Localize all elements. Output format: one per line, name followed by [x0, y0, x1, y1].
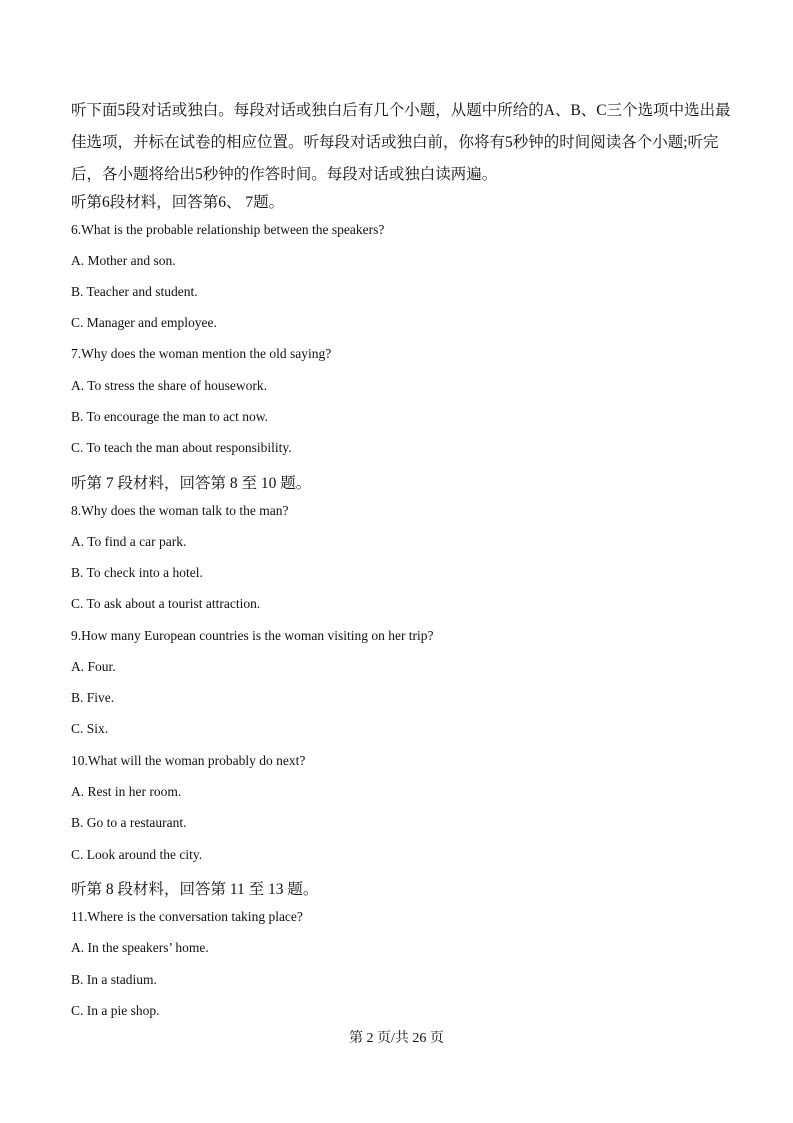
question-7-option-b: B. To encourage the man to act now.: [71, 409, 268, 424]
question-10: 10.What will the woman probably do next?: [71, 753, 306, 768]
question-11: 11.Where is the conversation taking place?: [71, 909, 303, 924]
question-6: 6.What is the probable relationship between the speakers?: [71, 222, 385, 237]
question-8-option-b: B. To check into a hotel.: [71, 565, 203, 580]
question-7-option-c: C. To teach the man about responsibility.: [71, 440, 292, 455]
question-10-option-b: B. Go to a restaurant.: [71, 815, 187, 830]
section-heading-7: 听第 7 段材料，回答第 8 至 10 题。: [71, 475, 312, 492]
question-8: 8.Why does the woman talk to the man?: [71, 503, 289, 518]
question-10-option-a: A. Rest in her room.: [71, 784, 182, 799]
question-9-option-c: C. Six.: [71, 721, 109, 736]
question-11-option-c: C. In a pie shop.: [71, 1003, 160, 1018]
question-8-option-c: C. To ask about a tourist attraction.: [71, 596, 261, 611]
section-heading-6: 听第6段材料，回答第6、 7题。: [71, 194, 285, 211]
question-6-option-c: C. Manager and employee.: [71, 315, 217, 330]
section-instructions: 听下面5段对话或独白。每段对话或独白后有几个小题，从题中所给的A、B、C三个选项中选出最佳选项，并标在试卷的相应位置。听每段对话或独白前，你将有5秒钟的时间阅读各个小题;听完后，各小题将给出5秒钟的作答时间。每段对话或独白读两遍。: [71, 102, 731, 183]
question-7-option-a: A. To stress the share of housework.: [71, 378, 268, 393]
question-9-option-a: A. Four.: [71, 659, 116, 674]
question-6-option-a: A. Mother and son.: [71, 253, 176, 268]
question-10-option-c: C. Look around the city.: [71, 847, 203, 862]
page-number-footer: 第 2 页/共 26 页: [349, 1031, 444, 1046]
question-11-option-b: B. In a stadium.: [71, 972, 157, 987]
question-7: 7.Why does the woman mention the old saying?: [71, 346, 332, 361]
question-8-option-a: A. To find a car park.: [71, 534, 187, 549]
question-9-option-b: B. Five.: [71, 690, 115, 705]
question-9: 9.How many European countries is the woman visiting on her trip?: [71, 628, 434, 643]
question-11-option-a: A. In the speakers’ home.: [71, 940, 209, 955]
section-heading-8: 听第 8 段材料，回答第 11 至 13 题。: [71, 881, 319, 898]
question-6-option-b: B. Teacher and student.: [71, 284, 198, 299]
